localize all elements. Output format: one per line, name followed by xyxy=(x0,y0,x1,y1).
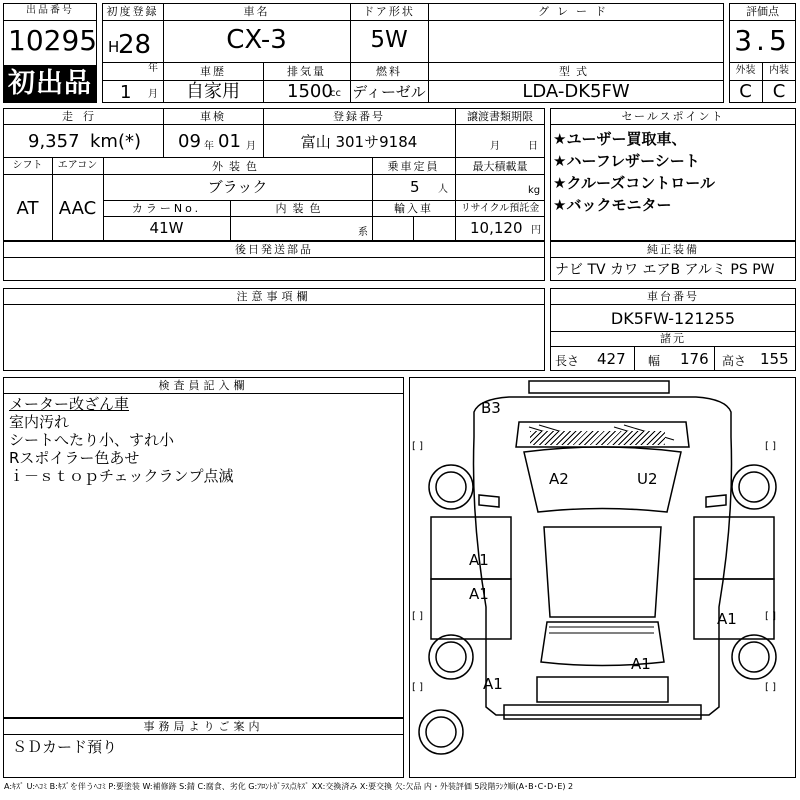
exterior-grade: C xyxy=(739,81,752,102)
inspection-month: 01 xyxy=(218,131,241,152)
reg-era: H xyxy=(108,38,120,56)
car-name-label: 車名 xyxy=(243,5,270,18)
color-no-label: カラーNo. xyxy=(131,202,202,215)
equipment-value: ナビ TV カワ エアB アルミ PS PW xyxy=(555,262,775,278)
fuel-label: 燃料 xyxy=(376,65,402,78)
inspector-label: 検査員記入欄 xyxy=(158,379,249,392)
height-value: 155 xyxy=(760,350,789,368)
interior-grade: C xyxy=(772,81,786,102)
history-value: 自家用 xyxy=(186,81,240,102)
chassis-label: 車台番号 xyxy=(647,290,699,303)
bracket: [ ] xyxy=(412,441,423,452)
reg-year: 28 xyxy=(118,30,152,60)
score-value: 3.5 xyxy=(734,24,791,57)
selling-point: ★ユーザー買取車、 xyxy=(553,130,687,148)
plate-value: 富山 301サ9184 xyxy=(300,133,418,151)
ac-value: AAC xyxy=(58,198,97,219)
width-label: 幅 xyxy=(648,354,661,368)
damage-mark-a2: A2 xyxy=(549,470,569,488)
bracket: [ ] xyxy=(412,611,423,622)
shift-value: AT xyxy=(16,198,39,219)
selling-point: ★クルーズコントロール xyxy=(553,174,715,192)
capacity-value: 5 xyxy=(410,178,420,196)
recycle-value: 10,120 xyxy=(470,219,523,237)
shift-label: シフト xyxy=(12,160,43,171)
damage-mark-a1: A1 xyxy=(469,585,489,603)
dims-label: 諸元 xyxy=(660,332,686,345)
ac-label: エアコン xyxy=(57,160,98,171)
wiper-hatch xyxy=(530,431,665,445)
selling-point: ★バックモニター xyxy=(553,196,672,214)
displacement-unit: cc xyxy=(330,88,341,99)
damage-mark-u2: U2 xyxy=(637,470,658,488)
inspection-label: 車検 xyxy=(200,110,226,123)
notes-label: 注意事項欄 xyxy=(236,290,312,303)
legend: A:ｷｽﾞ U:ﾍｺﾐ B:ｷｽﾞを伴うﾍｺﾐ P:要塗装 W:補修跡 S:錆 C:腐食、劣化 G:ﾌﾛﾝﾄｶﾞﾗｽ点ｷｽﾞ XX:交換済み X:要交換 欠:欠品 内・外装評価 5段階ﾗﾝｸ順(A･B･C･D･E) 2 xyxy=(4,782,574,791)
reg-month-unit: 月 xyxy=(148,89,158,100)
load-label: 最大積載量 xyxy=(472,160,528,173)
fuel-value: ディーゼル xyxy=(352,83,426,101)
bracket: [ ] xyxy=(765,611,776,622)
later-parts-label: 後日発送部品 xyxy=(235,243,313,256)
equipment-label: 純正装備 xyxy=(647,243,699,256)
import-label: 輸入車 xyxy=(394,202,433,215)
car-name: CX-3 xyxy=(226,25,287,55)
inspection-year-unit: 年 xyxy=(204,141,214,152)
damage-mark-b3: B3 xyxy=(481,399,501,417)
width-value: 176 xyxy=(680,350,709,368)
door-label: ドア形状 xyxy=(363,5,415,18)
inspection-month-unit: 月 xyxy=(246,141,256,152)
int-color-unit: 系 xyxy=(358,227,368,238)
displacement-value: 1500 xyxy=(287,81,333,102)
length-value: 427 xyxy=(597,350,626,368)
score-label: 評価点 xyxy=(746,5,779,18)
damage-mark-a1: A1 xyxy=(469,551,489,569)
model-value: LDA-DK5FW xyxy=(522,81,630,102)
model-label: 型式 xyxy=(559,65,593,78)
door-value: 5W xyxy=(370,27,408,53)
chassis-value: DK5FW-121255 xyxy=(610,309,736,328)
office-label: 事務局よりご案内 xyxy=(143,720,264,733)
capacity-unit: 人 xyxy=(438,184,448,195)
transfer-label: 譲渡書類期限 xyxy=(467,110,533,123)
exterior-label: 外装 xyxy=(735,65,756,76)
capacity-label: 乗車定員 xyxy=(387,160,440,173)
recycle-label: リサイクル預託金 xyxy=(460,203,540,214)
color-value: ブラック xyxy=(207,178,268,196)
plate-label: 登録番号 xyxy=(333,110,385,123)
selling-point: ★ハーフレザーシート xyxy=(553,152,700,170)
reg-year-unit: 年 xyxy=(148,63,158,74)
interior-label: 内装 xyxy=(769,65,789,76)
inspector-line: シートへたり小、すれ小 xyxy=(9,431,175,449)
int-color-label: 内装色 xyxy=(275,202,327,215)
selling-points-label: セールスポイント xyxy=(621,110,725,123)
office-value: ＳＤカード預り xyxy=(12,738,118,756)
damage-mark-a1: A1 xyxy=(483,675,503,693)
mileage-label: 走行 xyxy=(62,110,104,123)
history-label: 車歴 xyxy=(200,65,226,78)
inspection-year: 09 xyxy=(178,131,201,152)
inspector-line: 室内汚れ xyxy=(9,413,70,431)
load-unit: kg xyxy=(528,185,541,196)
bracket: [ ] xyxy=(765,441,776,452)
mileage-unit: km(*) xyxy=(90,131,142,152)
color-label: 外装色 xyxy=(212,160,263,173)
displacement-label: 排気量 xyxy=(287,65,326,78)
reg-label: 初度登録 xyxy=(106,5,159,18)
transfer-day-unit: 日 xyxy=(528,141,538,152)
inspector-line: ｉ－ｓｔｏｐチェックランプ点滅 xyxy=(9,467,234,485)
bracket: [ ] xyxy=(412,682,423,693)
first-listing-badge: 初出品 xyxy=(4,65,96,102)
reg-month: 1 xyxy=(120,82,132,103)
damage-mark-a1: A1 xyxy=(717,610,737,628)
lot-number: 10295 xyxy=(8,24,98,57)
damage-mark-a1: A1 xyxy=(631,655,651,673)
inspector-line: メーター改ざん車 xyxy=(9,395,130,413)
grade-label: グレード xyxy=(538,5,614,18)
mileage-value: 9,357 xyxy=(28,131,80,152)
color-no-value: 41W xyxy=(149,219,184,237)
length-label: 長さ xyxy=(555,354,580,368)
lot-label: 出品番号 xyxy=(26,5,74,16)
inspector-line: Rスポイラー色あせ xyxy=(9,449,140,467)
recycle-unit: 円 xyxy=(531,225,541,236)
height-label: 高さ xyxy=(722,354,747,368)
bracket: [ ] xyxy=(765,682,776,693)
transfer-month-unit: 月 xyxy=(490,141,500,152)
